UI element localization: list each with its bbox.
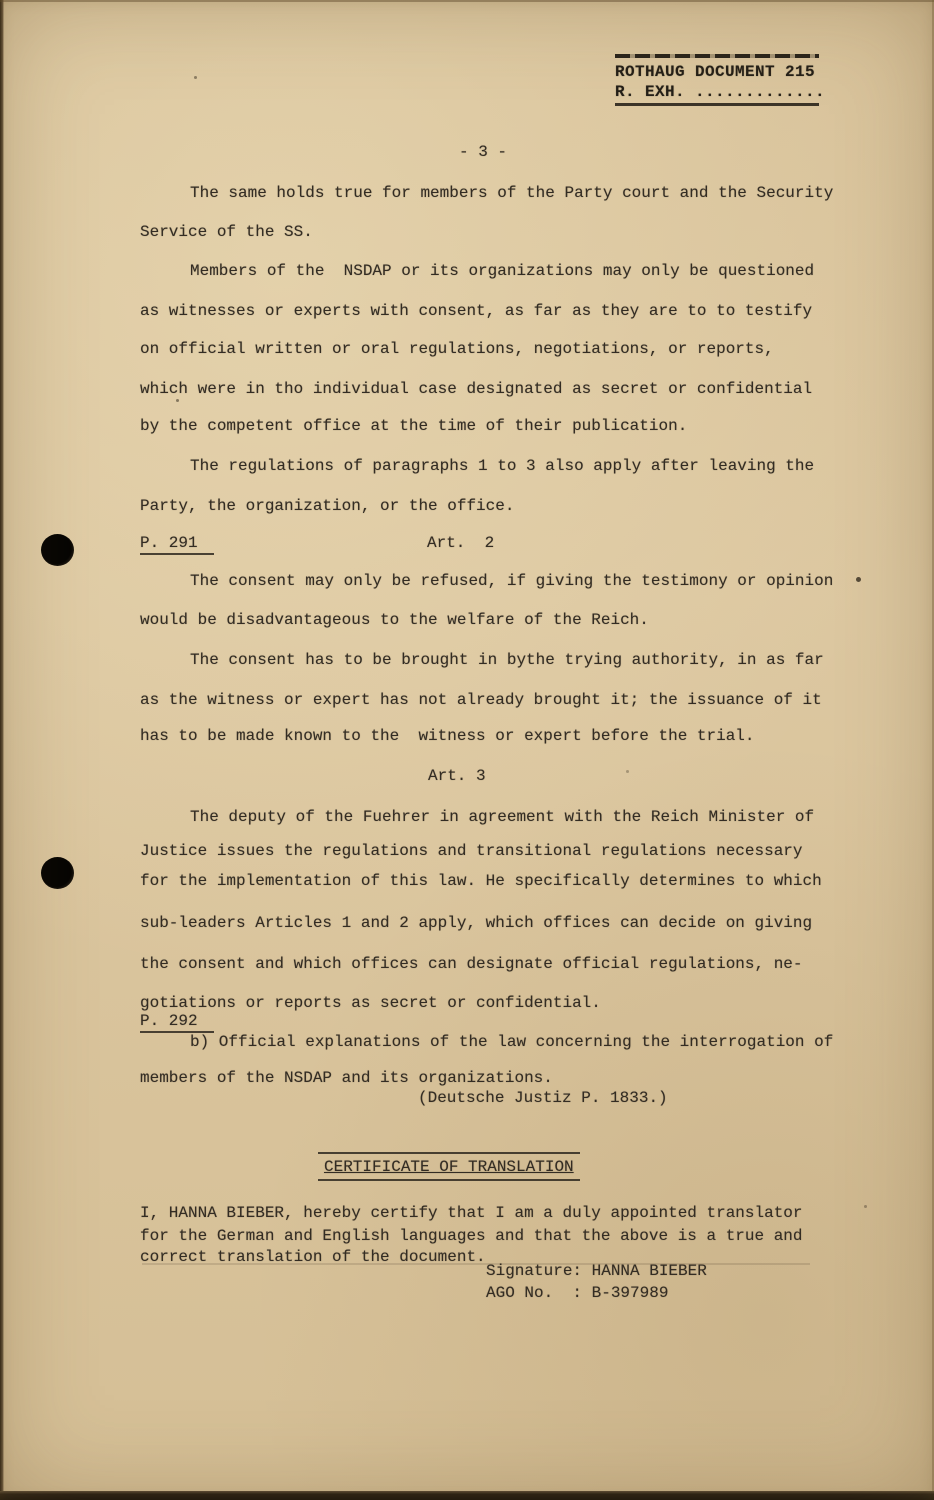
certificate-line: I, HANNA BIEBER, hereby certify that I am a duly appointed translator xyxy=(140,1204,803,1222)
punch-hole-top xyxy=(41,534,74,566)
body-line: would be disadvantageous to the welfare of the Reich. xyxy=(140,611,649,629)
body-line: the consent and which offices can designate official regulations, ne- xyxy=(140,955,803,973)
body-line: which were in tho individual case designated as secret or confidential xyxy=(140,380,813,398)
page-ref-292 xyxy=(140,1011,214,1031)
body-line: for the implementation of this law. He specifically determines to which xyxy=(140,872,822,890)
stamp-exhibit-number: R. EXH. ............. xyxy=(615,82,819,106)
body-line: The regulations of paragraphs 1 to 3 also apply after leaving the xyxy=(190,457,815,475)
citation-line: (Deutsche Justiz P. 1833.) xyxy=(418,1089,668,1107)
body-line: members of the NSDAP and its organizations. xyxy=(140,1069,553,1087)
body-line: by the competent office at the time of their publication. xyxy=(140,417,688,435)
body-line: as the witness or expert has not already brought it; the issuance of it xyxy=(140,691,822,709)
page-bottom-edge xyxy=(0,1491,934,1500)
body-line: The consent has to be brought in bythe trying authority, in as far xyxy=(190,651,824,669)
body-line: on official written or oral regulations, negotiations, or reports, xyxy=(140,340,774,358)
certificate-line: correct translation of the document. xyxy=(140,1248,486,1266)
exhibit-stamp xyxy=(615,54,826,106)
signature-line: Signature: HANNA BIEBER xyxy=(486,1262,707,1280)
page-ref-292-label: P. 292 xyxy=(140,1012,214,1033)
paper-specks xyxy=(0,0,3,3)
certificate-line: for the German and English languages and that the above is a true and xyxy=(140,1227,803,1245)
body-line: Justice issues the regulations and transitional regulations necessary xyxy=(140,842,803,860)
body-line: Party, the organization, or the office. xyxy=(140,497,515,515)
body-line: The consent may only be refused, if giving the testimony or opinion xyxy=(190,572,834,590)
body-line: sub-leaders Articles 1 and 2 apply, which offices can decide on giving xyxy=(140,914,813,932)
ago-number-line: AGO No. : B-397989 xyxy=(486,1284,669,1302)
page-ref-291 xyxy=(140,533,214,553)
body-line: The same holds true for members of the Party court and the Security xyxy=(190,184,834,202)
article-2-heading: Art. 2 xyxy=(427,534,495,552)
body-line: The deputy of the Fuehrer in agreement with the Reich Minister of xyxy=(190,808,815,826)
stamp-top-rule xyxy=(615,54,819,58)
body-line: has to be made known to the witness or expert before the trial. xyxy=(140,727,755,745)
body-line: gotiations or reports as secret or confidential. xyxy=(140,994,601,1012)
page-top-edge xyxy=(0,0,934,2)
page-ref-291-label: P. 291 xyxy=(140,534,214,555)
body-line: Members of the NSDAP or its organizations may only be questioned xyxy=(190,262,815,280)
body-line: b) Official explanations of the law concerning the interrogation of xyxy=(190,1033,834,1051)
stamp-document-number: ROTHAUG DOCUMENT 215 xyxy=(615,63,816,81)
body-line: Service of the SS. xyxy=(140,223,313,241)
article-3-heading: Art. 3 xyxy=(428,767,486,785)
punch-hole-bottom xyxy=(41,857,74,889)
body-line: as witnesses or experts with consent, as far as they are to to testify xyxy=(140,302,813,320)
page-left-edge xyxy=(0,0,4,1500)
page-number: - 3 - xyxy=(459,143,508,161)
certificate-title: CERTIFICATE OF TRANSLATION xyxy=(318,1152,580,1181)
